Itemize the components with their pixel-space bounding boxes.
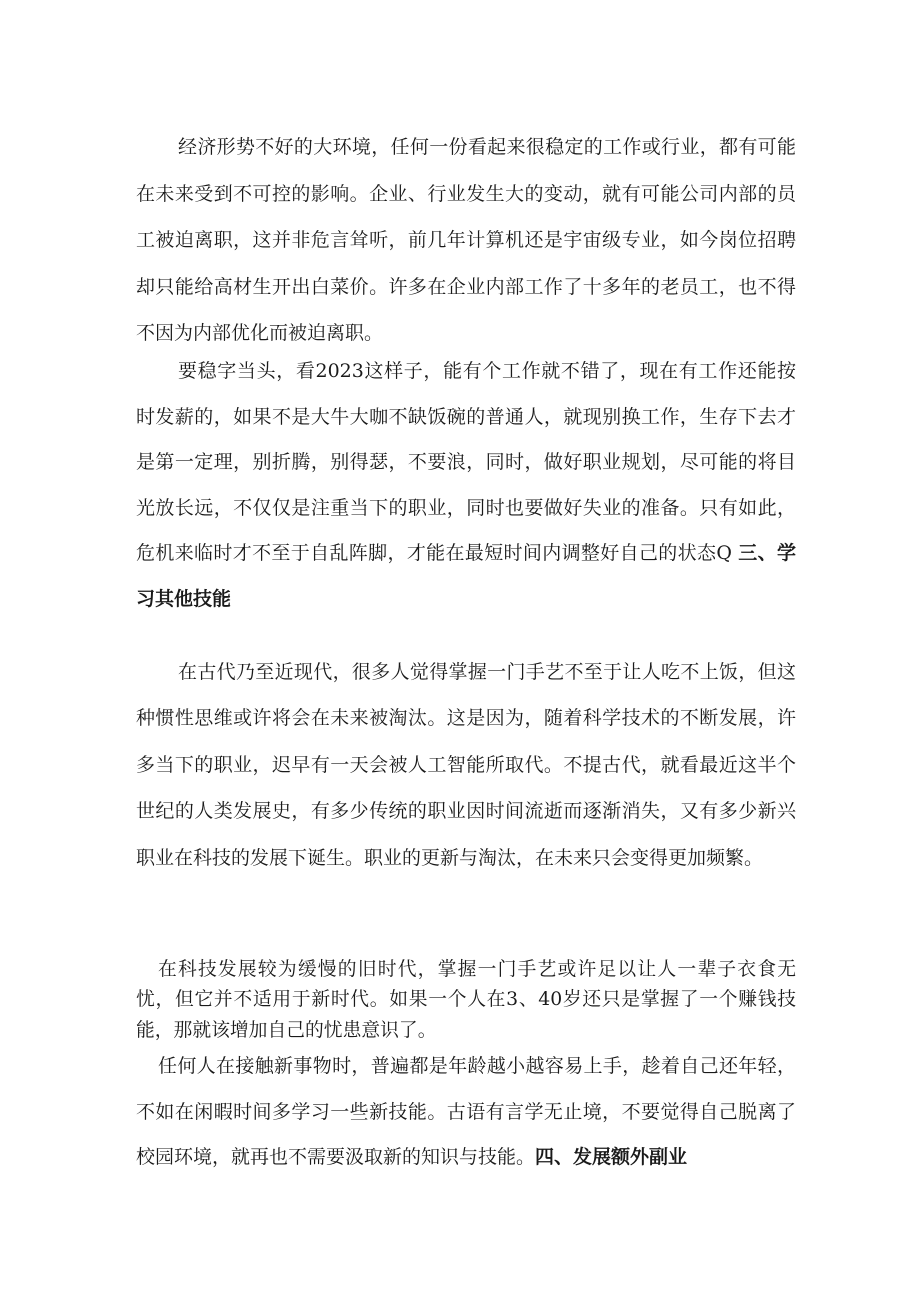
- section-heading-side-business: 四、发展额外副业: [535, 1146, 688, 1169]
- paragraph-old-era-text: 在科技发展较为缓慢的旧时代，掌握一门手艺或许足以让人一辈子衣食无忧，但它并不适用于新时代。如果一个人在3、40岁还只是掌握了一个赚钱技能，那就该增加自己的忧患意识了。: [136, 959, 796, 1041]
- paragraph-craft-text: 在古代乃至近现代，很多人觉得掌握一门手艺不至于让人吃不上饭，但这种惯性思维或许将会在未来被淘汰。这是因为，随着科学技术的不断发展，许多当下的职业，迟早有一天会被人工智能所取代。不提古代，就看最近这半个世纪的人类发展史，有多少传统的职业因时间流逝而逐渐消失，又有多少新兴职业在科技的发展下诞生。职业的更新与淘汰，在未来只会变得更加频繁。: [136, 661, 796, 869]
- paragraph-new-skills-text: 任何人在接触新事物时，普遍都是年龄越小越容易上手，趁着自己还年轻，不如在闲暇时间多学习一些新技能。古语有言学无止境，不要觉得自己脱离了校园环境，就再也不需要汲取新的知识与技能。: [136, 1055, 796, 1169]
- paragraph-economy: [136, 124, 796, 357]
- paragraph-stability-text: 要稳字当头，看2023这样子，能有个工作就不错了，现在有工作还能按时发薪的，如果不是大牛大咖不缺饭碗的普通人，就现别换工作，生存下去才是第一定理，别折腾，别得瑟，不要浪，同时，做好职业规划，尽可能的将目光放长远，不仅仅是注重当下的职业，同时也要做好失业的准备。只有如此，危机来临时才不至于自乱阵脚，才能在最短时间内调整好自己的状态Q: [136, 360, 796, 565]
- paragraph-stability: [136, 349, 796, 623]
- paragraph-old-era: [136, 955, 796, 1046]
- section-heading-learn-skills: 三、学习其他技能: [136, 542, 796, 610]
- paragraph-economy-text: 经济形势不好的大环境，任何一份看起来很稳定的工作或行业，都有可能在未来受到不可控的影响。企业、行业发生大的变动，就有可能公司内部的员工被迫离职，这并非危言耸听，前几年计算机还是宇宙级专业，如今岗位招聘却只能给高材生开出白菜价。许多在企业内部工作了十多年的老员工，也不得不因为内部优化而被迫离职。: [136, 136, 796, 345]
- paragraph-craft: [136, 649, 796, 881]
- paragraph-new-skills: [136, 1044, 796, 1181]
